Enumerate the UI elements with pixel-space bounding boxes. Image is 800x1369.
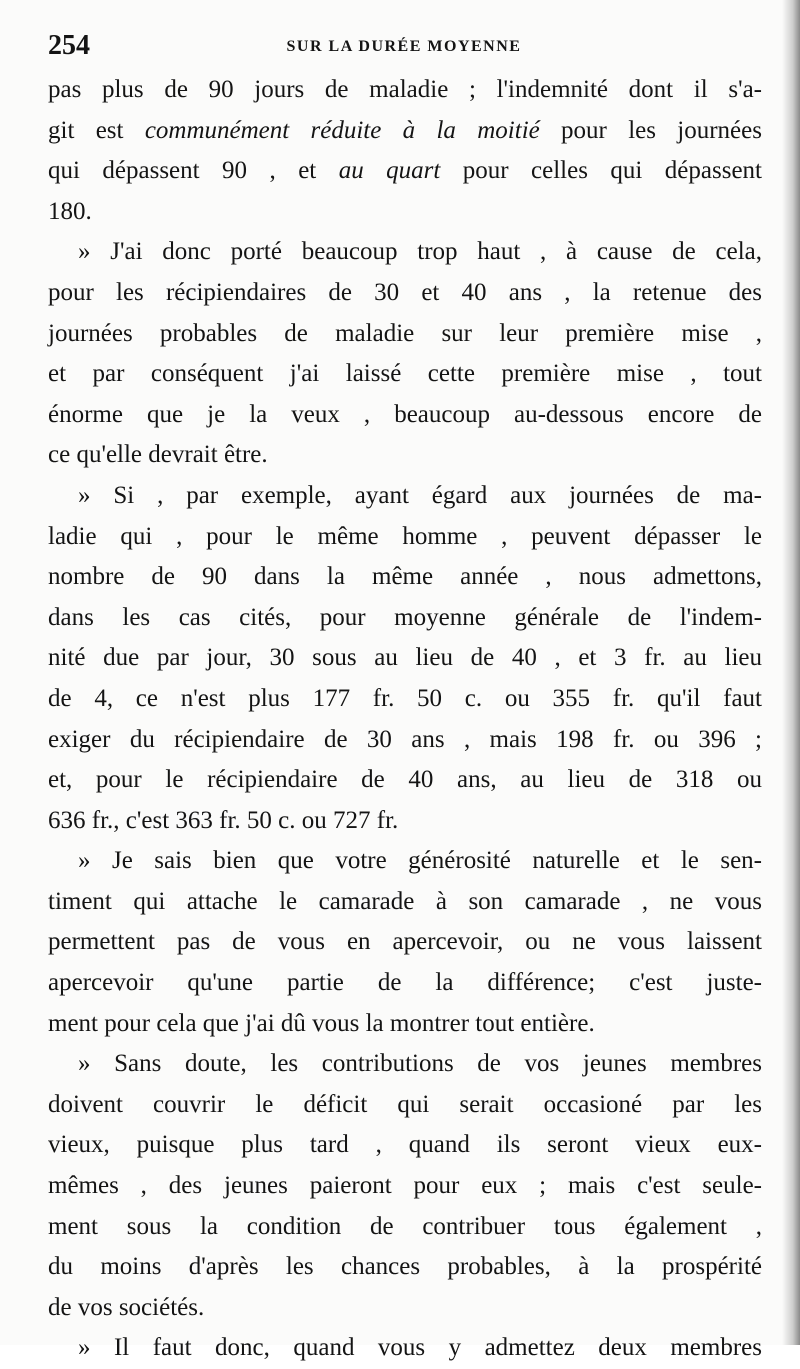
text-run: et, pour le récipiendaire de 40 ans, au lieu de 318 ou xyxy=(48,766,762,794)
text-run: pour les récipiendaires de 30 et 40 ans , la retenue des xyxy=(48,278,762,306)
text-line xyxy=(48,963,762,1004)
text-line xyxy=(48,1125,762,1166)
text-line xyxy=(48,70,762,111)
italic-text: communément réduite à la moitié xyxy=(144,116,540,144)
text-line xyxy=(48,395,762,436)
text-line xyxy=(48,1004,762,1045)
text-line xyxy=(48,314,762,355)
text-line xyxy=(48,1328,762,1369)
text-line xyxy=(48,517,762,558)
text-run: » Sans doute, les contributions de vos jeunes membres xyxy=(78,1050,762,1078)
running-head: SUR LA DURÉE MOYENNE xyxy=(286,38,522,55)
text-line xyxy=(48,192,762,233)
text-run: timent qui attache le camarade à son camarade , ne vous xyxy=(48,887,762,915)
text-line xyxy=(48,760,762,801)
text-run: nité due par jour, 30 sous au lieu de 40 , et 3 fr. au lieu xyxy=(48,644,762,672)
text-line xyxy=(48,1247,762,1288)
text-run: dans les cas cités, pour moyenne générale de l'indem- xyxy=(48,603,762,631)
text-run: » Si , par exemple, ayant égard aux journées de ma- xyxy=(78,481,762,509)
text-line xyxy=(48,598,762,639)
text-run: énorme que je la veux , beaucoup au-dessous encore de xyxy=(48,400,762,428)
text-line xyxy=(48,435,762,476)
text-run: et par conséquent j'ai laissé cette première mise , tout xyxy=(48,360,762,388)
text-run: mêmes , des jeunes paieront pour eux ; mais c'est seule- xyxy=(48,1172,762,1200)
text-run: de vos sociétés. xyxy=(48,1293,205,1321)
text-line xyxy=(48,111,762,152)
text-run: vieux, puisque plus tard , quand ils seront vieux eux- xyxy=(48,1131,762,1159)
text-line xyxy=(48,354,762,395)
text-line xyxy=(48,557,762,598)
text-run: ment sous la condition de contribuer tous également , xyxy=(48,1212,762,1240)
text-run: du moins d'après les chances probables, à la prospérité xyxy=(48,1253,762,1281)
text-run: » Je sais bien que votre générosité naturelle et le sen- xyxy=(78,847,762,875)
text-run: pas plus de 90 jours de maladie ; l'indemnité dont il s'a- xyxy=(48,76,762,103)
text-run: » J'ai donc porté beaucoup trop haut , à cause de cela, xyxy=(78,238,762,266)
text-run: qui dépassent 90 , et xyxy=(48,157,339,185)
text-run: ce qu'elle devrait être. xyxy=(48,441,268,469)
text-line xyxy=(48,720,762,761)
text-run: apercevoir qu'une partie de la différence; c'est juste- xyxy=(48,969,762,997)
text-run: pour celles qui dépassent xyxy=(440,157,762,185)
body-text xyxy=(48,70,762,1369)
text-line xyxy=(48,273,762,314)
text-line xyxy=(48,922,762,963)
text-run: doivent couvrir le déficit qui serait occasioné par les xyxy=(48,1090,762,1118)
text-line xyxy=(48,841,762,882)
text-run: nombre de 90 dans la même année , nous admettons, xyxy=(48,563,762,591)
text-run: git est xyxy=(48,116,145,144)
italic-text: au quart xyxy=(338,157,441,185)
text-line xyxy=(48,151,762,192)
text-run: pour les journées xyxy=(539,116,762,144)
text-line xyxy=(48,638,762,679)
text-run: de 4, ce n'est plus 177 fr. 50 c. ou 355 fr. qu'il faut xyxy=(48,684,762,712)
text-line xyxy=(48,1044,762,1085)
text-run: ladie qui , pour le même homme , peuvent dépasser le xyxy=(48,522,762,550)
text-run: exiger du récipiendaire de 30 ans , mais 198 fr. ou 396 ; xyxy=(48,725,762,753)
text-run: journées probables de maladie sur leur première mise , xyxy=(48,319,762,347)
text-run: ment pour cela que j'ai dû vous la montrer tout entière. xyxy=(48,1009,595,1037)
text-line xyxy=(48,1288,762,1329)
text-run: 636 fr., c'est 363 fr. 50 c. ou 727 fr. xyxy=(48,806,399,834)
text-line xyxy=(48,801,762,842)
text-line xyxy=(48,1166,762,1207)
page-header xyxy=(48,30,760,62)
text-run: permettent pas de vous en apercevoir, ou ne vous laissent xyxy=(48,928,762,956)
page-edge-shadow xyxy=(782,0,800,1345)
text-line xyxy=(48,679,762,720)
text-run: » Il faut donc, quand vous y admettez deux membres xyxy=(78,1334,762,1362)
text-run: 180. xyxy=(48,197,92,225)
text-line xyxy=(48,882,762,923)
text-line xyxy=(48,1085,762,1126)
page-number: 254 xyxy=(48,30,90,61)
text-line xyxy=(48,232,762,273)
text-line xyxy=(48,476,762,517)
text-line xyxy=(48,1207,762,1248)
